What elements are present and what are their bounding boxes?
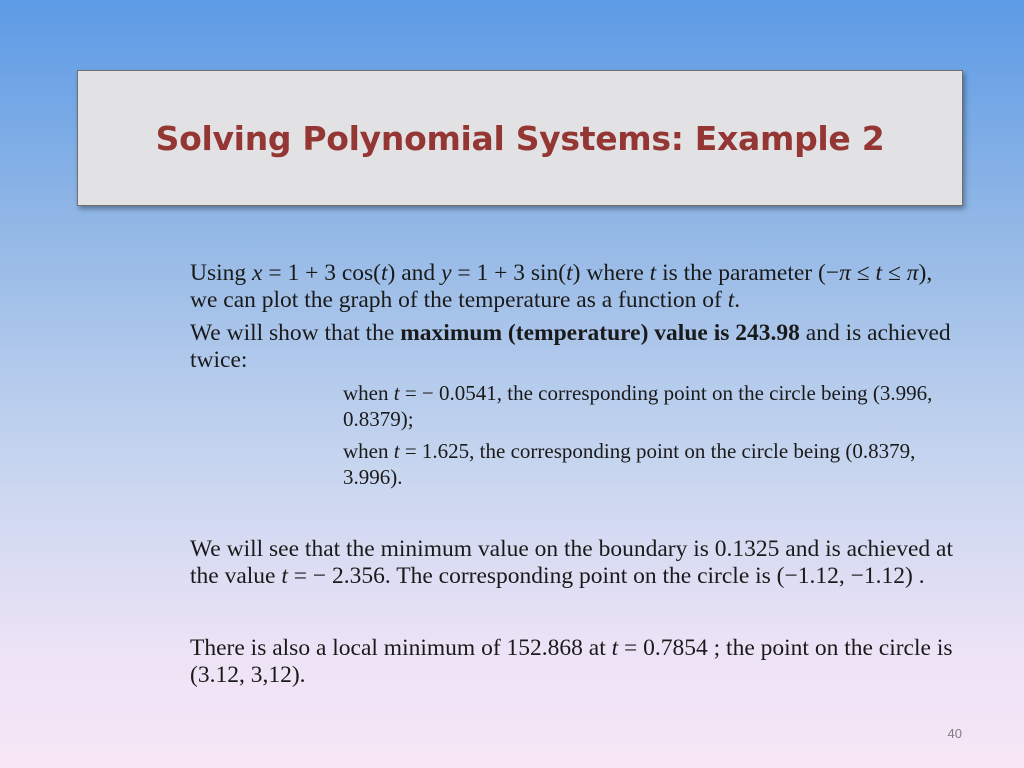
math-variable: t [566, 260, 573, 286]
math-variable: π [906, 260, 919, 286]
sub-item-second-maximum [343, 438, 963, 490]
text-segment: . [734, 287, 741, 313]
text-segment: = − 2.356. The corresponding point on the circle is (−1.12, −1.12) . [287, 563, 925, 589]
text-segment: We will show that the [190, 320, 401, 346]
text-segment: when [343, 439, 394, 463]
paragraph-maximum [190, 320, 960, 374]
paragraph-parametrization [190, 260, 960, 314]
math-variable: t [393, 439, 400, 463]
text-segment: ≤ [850, 260, 876, 286]
text-segment: and is achieved twice: [190, 320, 951, 373]
math-variable: t [281, 563, 288, 589]
math-variable: y [441, 260, 452, 286]
text-segment: Using [190, 260, 253, 286]
text-segment: There is also a local minimum of 152.868 at [190, 635, 612, 661]
title-box [77, 70, 963, 206]
text-segment: = − 0.0541, the corresponding point on the circle being (3.996, 0.8379); [343, 381, 933, 431]
math-variable: π [839, 260, 851, 286]
text-segment: = 1 + 3 cos( [262, 260, 382, 286]
math-variable: x [252, 260, 263, 286]
text-segment: ), we can plot the graph of the temperature as a function of [190, 260, 933, 313]
text-segment: ) and [387, 260, 442, 286]
text-segment: = 1 + 3 sin( [451, 260, 567, 286]
text-segment: ≤ [882, 260, 907, 286]
emphasis-text: maximum (temperature) value is 243.98 [400, 320, 800, 346]
math-variable: t [875, 260, 883, 286]
math-variable: t [727, 287, 735, 313]
math-variable: t [649, 260, 657, 286]
text-segment: We will see that the minimum value on the boundary is 0.1325 and is achieved at the value [190, 536, 953, 589]
text-segment: = 0.7854 ; the point on the circle is (3.12, 3,12). [190, 635, 953, 688]
paragraph-minimum [190, 536, 960, 590]
text-segment: = 1.625, the corresponding point on the circle being (0.8379, 3.996). [343, 439, 916, 489]
sub-item-first-maximum [343, 380, 963, 432]
math-variable: t [393, 381, 400, 405]
math-variable: t [381, 260, 388, 286]
text-segment: ) where [572, 260, 650, 286]
text-segment: when [343, 381, 394, 405]
page-number: 40 [947, 726, 962, 741]
text-segment: is the parameter (− [656, 260, 840, 286]
slide-title: Solving Polynomial Systems: Example 2 [155, 118, 885, 158]
paragraph-local-minimum [190, 635, 960, 689]
math-variable: t [611, 635, 619, 661]
slide-body [190, 260, 960, 689]
